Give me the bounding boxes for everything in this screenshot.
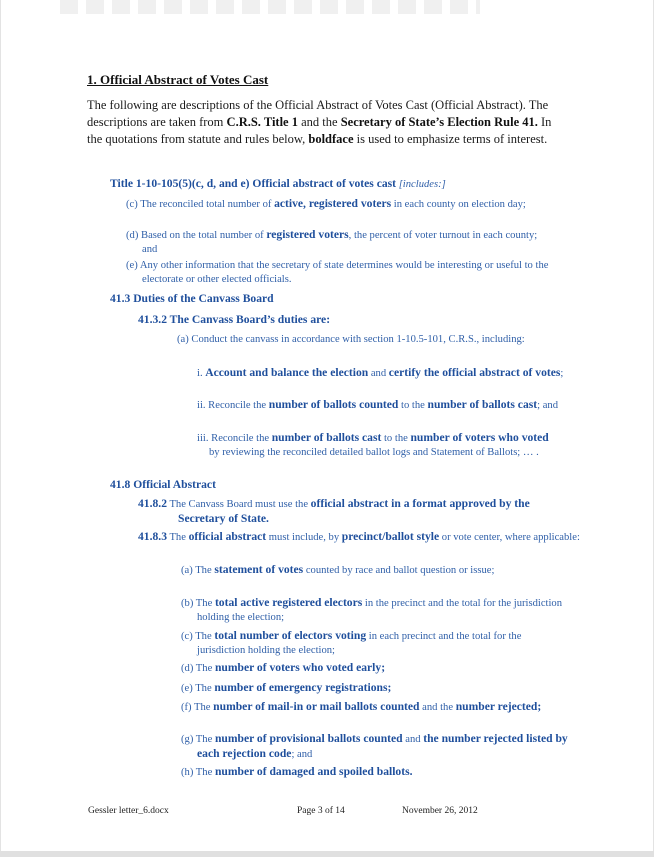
s418-b-bold: total active registered electors — [214, 596, 363, 609]
s418-a-bold: statement of votes — [214, 563, 304, 576]
title1-heading-line — [110, 177, 570, 192]
s418-item-d — [181, 661, 572, 676]
intro-text-2: and the — [297, 115, 341, 129]
s418-f-bold-1: number of mail-in or mail ballots counted — [213, 700, 420, 713]
s413-iii-bold-1: number of ballots cast — [271, 431, 382, 444]
intro-text-3: In the quotations from statute and rules below, — [87, 115, 552, 146]
intro-bold-3: boldface — [308, 132, 354, 146]
title1-c-bold: active, registered voters — [274, 197, 392, 210]
footer-filename: Gessler letter_6.docx — [88, 806, 169, 816]
s413-item-ii — [197, 398, 564, 413]
s413-iii-text-2: to the — [381, 433, 411, 444]
s418-b-text-2: in the precinct and the total for the jurisdiction holding the election; — [197, 598, 563, 623]
s418-g-text-3: ; and — [291, 748, 313, 760]
s418-h-text: (h) The — [181, 767, 215, 778]
s4182-bold: official abstract in a format approved by the Secretary of State. — [178, 497, 530, 525]
footer-page-number: Page 3 of 14 — [297, 806, 345, 816]
s418-item-e — [181, 681, 572, 696]
s413-item-a: (a) Conduct the canvass in accordance with section 1-10.5-101, C.R.S., including: — [177, 334, 525, 345]
title1-e-text: (e) Any other information that the secretary of state determines would be interesting or useful to the electorate or other elected officials. — [126, 260, 549, 285]
intro-bold-1: C.R.S. Title 1 — [226, 115, 298, 129]
title1-item-d — [126, 228, 542, 256]
title1-d-bold: registered voters — [266, 228, 349, 241]
s418-e-text: (e) The — [181, 683, 215, 694]
s418-c-text-1: (c) The — [181, 631, 215, 642]
s418-d-bold: number of voters who voted early; — [214, 661, 386, 674]
s418-d-text: (d) The — [181, 663, 215, 674]
s418-g-bold-2: the number rejected listed by each rejection code — [197, 732, 568, 760]
title1-d-text-2: , the percent of voter turnout in each county; and — [142, 230, 538, 255]
s418-c-text-2: in each precinct and the total for the jurisdiction holding the election; — [197, 631, 522, 656]
s4183-bold-1: official abstract — [188, 530, 267, 543]
footer-date: November 26, 2012 — [402, 806, 478, 816]
s413-item-iii — [197, 431, 554, 459]
s418-g-bold-1: number of provisional ballots counted — [214, 732, 403, 745]
s413-i-bold-2: certify the official abstract of votes — [388, 366, 561, 379]
s4182-paragraph — [138, 497, 578, 526]
s418-h-bold: number of damaged and spoiled ballots. — [214, 765, 413, 778]
s4132-heading: 41.3.2 The Canvass Board’s duties are: — [138, 313, 331, 326]
section-heading: 1. Official Abstract of Votes Cast — [87, 72, 269, 87]
s413-i-text-2: and — [368, 368, 389, 379]
s413-i-text-1: i. — [197, 368, 206, 379]
s413-iii-text-1: iii. Reconcile the — [197, 433, 272, 444]
intro-text-1: The following are descriptions of the Official Abstract of Votes Cast (Official Abstract). The descriptions are taken from — [87, 98, 549, 129]
s413-heading: 41.3 Duties of the Canvass Board — [110, 292, 274, 305]
s413-ii-text-3: ; and — [537, 400, 559, 411]
s418-a-text-1: (a) The — [181, 565, 215, 576]
s418-c-bold: total number of electors voting — [214, 629, 367, 642]
intro-text-4: is used to emphasize terms of interest. — [353, 132, 548, 146]
s418-item-b — [181, 596, 577, 624]
s413-item-i — [197, 366, 564, 381]
intro-bold-2: Secretary of State’s Election Rule 41. — [340, 115, 538, 129]
title1-c-text-1: (c) The reconciled total number of — [126, 199, 275, 210]
s418-f-text-2: and the — [419, 702, 456, 713]
s418-g-text-2: and — [402, 734, 424, 745]
s4183-paragraph — [138, 530, 598, 545]
s4183-text-3: or vote center, where applicable: — [439, 532, 580, 543]
s418-item-h — [181, 765, 572, 780]
viewer-bottom-edge — [0, 851, 654, 857]
s413-iii-bold-2: number of voters who voted — [410, 431, 549, 444]
s418-f-bold-2: number rejected; — [455, 700, 542, 713]
title1-item-c — [126, 197, 572, 212]
s413-i-text-3: ; — [560, 368, 564, 379]
s413-i-bold-1: Account and balance the election — [205, 366, 369, 379]
s418-a-text-2: counted by race and ballot question or issue; — [303, 565, 495, 576]
s4183-number: 41.8.3 — [138, 530, 167, 543]
s413-ii-bold-1: number of ballots counted — [268, 398, 399, 411]
s413-ii-text-2: to the — [398, 400, 428, 411]
s418-f-text-1: (f) The — [181, 702, 214, 713]
s418-g-text-1: (g) The — [181, 734, 215, 745]
s418-item-f — [181, 700, 572, 715]
s413-iii-text-3: by reviewing the reconciled detailed ballot logs and Statement of Ballots; … . — [209, 446, 539, 458]
s418-b-text-1: (b) The — [181, 598, 215, 609]
s418-e-bold: number of emergency registrations; — [214, 681, 392, 694]
s4182-number: 41.8.2 — [138, 497, 167, 510]
s4183-bold-2: precinct/ballot style — [341, 530, 440, 543]
s413-ii-text-1: ii. Reconcile the — [197, 400, 269, 411]
s413-ii-bold-2: number of ballots cast — [427, 398, 538, 411]
scan-bleed-through — [60, 0, 480, 14]
s418-item-c — [181, 629, 572, 657]
intro-paragraph — [87, 97, 557, 148]
s4183-text-1: The — [166, 532, 189, 543]
s4183-text-2: must include, by — [266, 532, 342, 543]
title1-d-text-1: (d) Based on the total number of — [126, 230, 267, 241]
s418-item-g — [181, 732, 575, 761]
title1-c-text-2: in each county on election day; — [391, 199, 526, 210]
title1-item-e — [126, 259, 562, 286]
title1-heading: Title 1-10-105(5)(c, d, and e) Official abstract of votes cast — [110, 177, 397, 190]
s418-heading: 41.8 Official Abstract — [110, 478, 216, 491]
s4182-text: The Canvass Board must use the — [166, 499, 311, 510]
s418-item-a — [181, 563, 572, 578]
title1-note: [includes:] — [398, 179, 446, 190]
